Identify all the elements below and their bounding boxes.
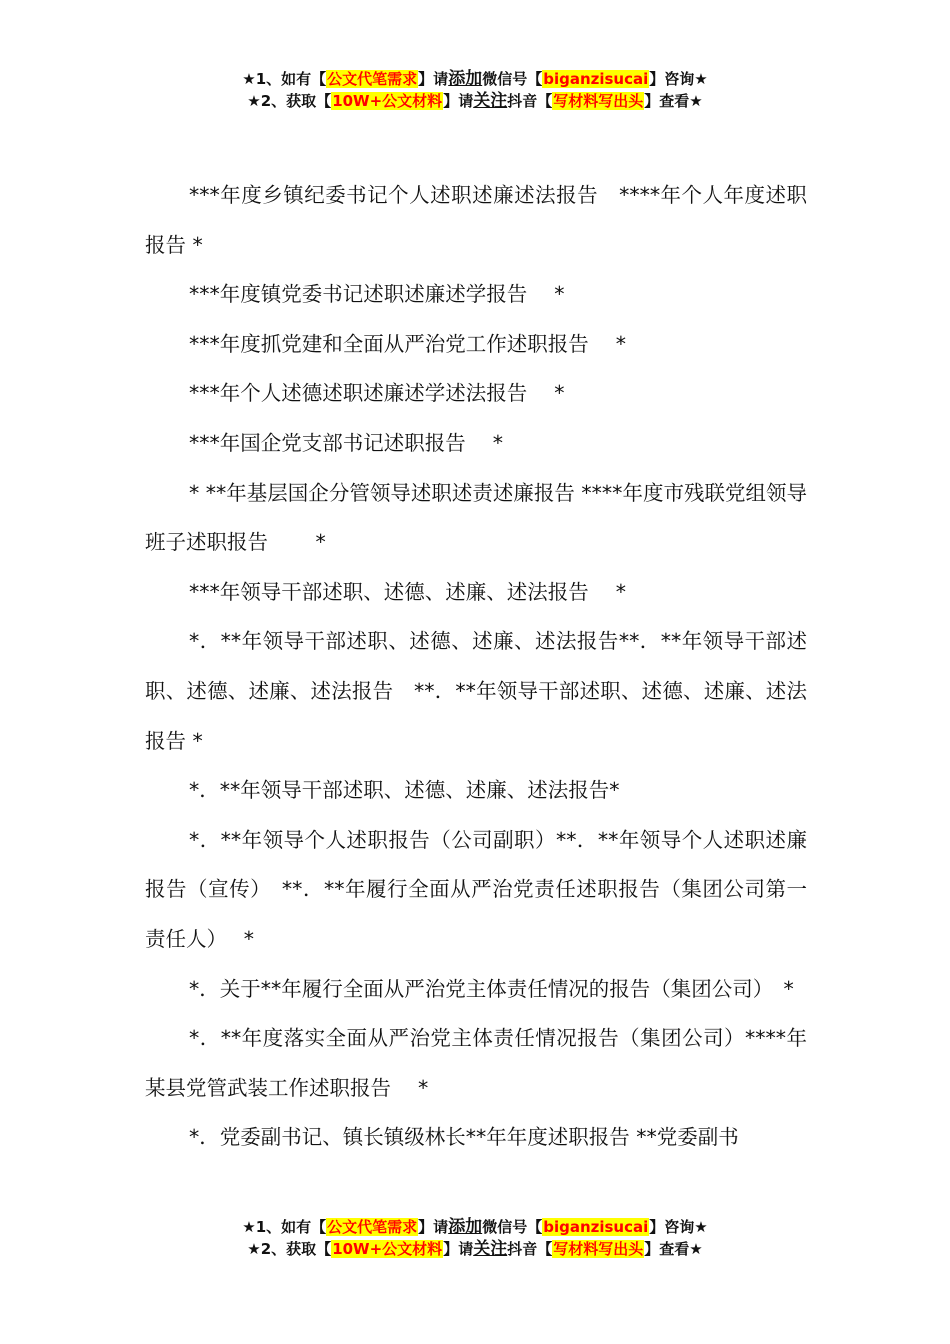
banner-text: 】请 <box>418 70 449 88</box>
paragraph: ***年度镇党委书记述职述廉述学报告 * <box>189 282 565 307</box>
highlight-materials: 10W+公文材料 <box>332 1240 443 1258</box>
banner-text: 】请 <box>418 1218 449 1236</box>
banner-text: 微信号【 <box>482 70 543 88</box>
document-body <box>145 171 807 1163</box>
paragraph: * **年基层国企分管领导述职述责述廉报告 ****年度市残联党组领导班子述职报告 * <box>145 480 807 555</box>
banner-text: 】查看★ <box>644 1240 703 1258</box>
banner-text: 抖音【 <box>507 92 553 110</box>
paragraph: ***年度乡镇纪委书记个人述职述廉述法报告 ****年个人年度述职报告 * <box>145 183 807 257</box>
banner-text: 】请 <box>443 92 474 110</box>
paragraph: *．**年领导干部述职、述德、述廉、述法报告**．**年领导干部述职、述德、述廉、述法报告 **．**年领导干部述职、述德、述廉、述法报告 * <box>145 629 807 753</box>
banner-line-1 <box>0 68 950 90</box>
banner-emphasis: 添加 <box>448 1217 483 1237</box>
banner-text: 】咨询★ <box>649 70 708 88</box>
header-banner <box>0 68 950 112</box>
banner-text: 】请 <box>443 1240 474 1258</box>
paragraph: ***年国企党支部书记述职报告 * <box>189 430 504 455</box>
footer-banner <box>0 1216 950 1260</box>
banner-text: 抖音【 <box>507 1240 553 1258</box>
paragraph: *．**年度落实全面从严治党主体责任情况报告（集团公司）****年某县党管武装工作述职报告 * <box>145 1026 807 1100</box>
paragraph: ***年个人述德述职述廉述学述法报告 * <box>189 381 565 406</box>
banner-text: 微信号【 <box>482 1218 543 1236</box>
banner-line-2 <box>0 90 950 112</box>
highlight-douyin-account: 写材料写出头 <box>553 1240 644 1258</box>
paragraph: ***年度抓党建和全面从严治党工作述职报告 * <box>189 331 627 356</box>
banner-text: ★2、获取【 <box>247 1240 332 1258</box>
banner-line-1 <box>0 1216 950 1238</box>
highlight-wechat-id: biganzisucai <box>543 70 649 88</box>
banner-emphasis: 关注 <box>473 91 508 111</box>
highlight-wechat-id: biganzisucai <box>543 1218 649 1236</box>
banner-line-2 <box>0 1238 950 1260</box>
banner-text: ★1、如有【 <box>242 70 327 88</box>
paragraph: ***年领导干部述职、述德、述廉、述法报告 * <box>189 579 627 604</box>
highlight-service: 公文代笔需求 <box>327 70 418 88</box>
highlight-douyin-account: 写材料写出头 <box>553 92 644 110</box>
paragraph: *．**年领导个人述职报告（公司副职）**．**年领导个人述职述廉报告（宣传） **．**年履行全面从严治党责任述职报告（集团公司第一责任人） * <box>145 827 807 951</box>
highlight-materials: 10W+公文材料 <box>332 92 443 110</box>
highlight-service: 公文代笔需求 <box>327 1218 418 1236</box>
paragraph: *．关于**年履行全面从严治党主体责任情况的报告（集团公司） * <box>189 976 794 1001</box>
paragraph: *．党委副书记、镇长镇级林长**年年度述职报告 **党委副书 <box>189 1125 739 1150</box>
paragraph: *．**年领导干部述职、述德、述廉、述法报告* <box>189 778 620 803</box>
banner-emphasis: 添加 <box>448 69 483 89</box>
banner-text: 】咨询★ <box>649 1218 708 1236</box>
banner-text: ★2、获取【 <box>247 92 332 110</box>
banner-text: 】查看★ <box>644 92 703 110</box>
banner-text: ★1、如有【 <box>242 1218 327 1236</box>
banner-emphasis: 关注 <box>473 1239 508 1259</box>
